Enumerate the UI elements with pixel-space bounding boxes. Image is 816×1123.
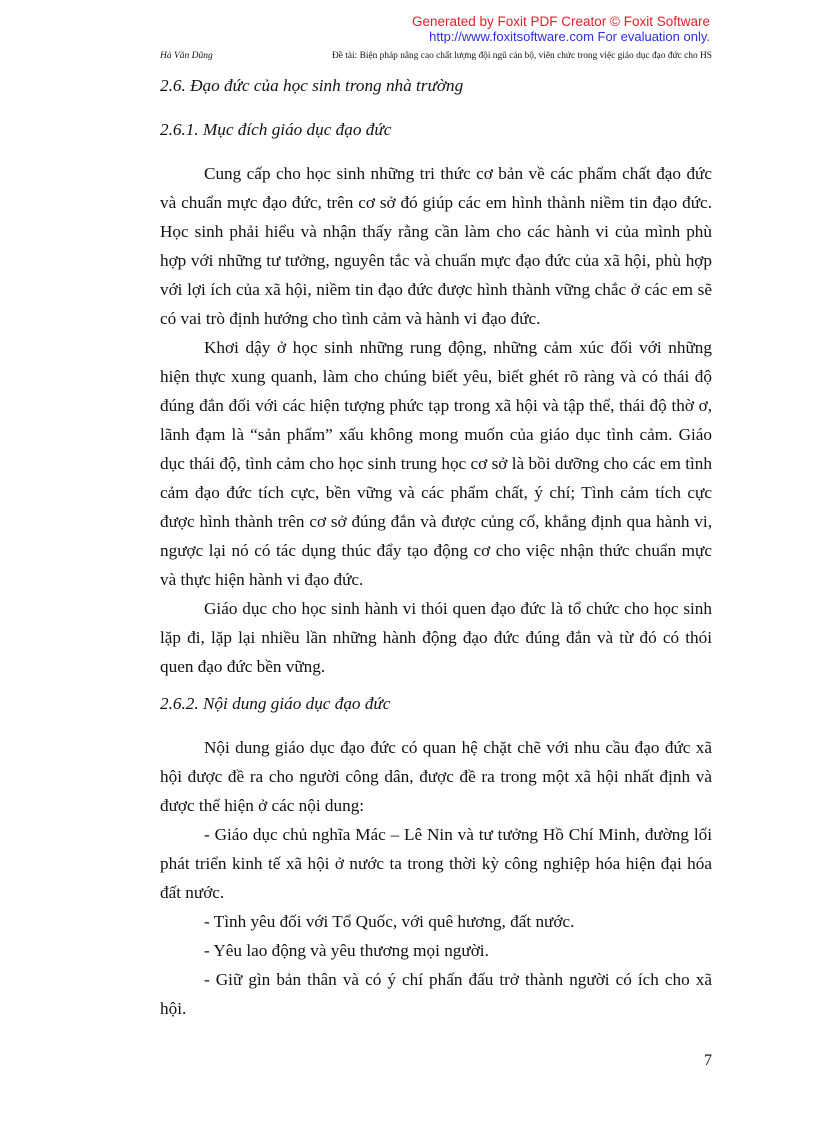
paragraph: Giáo dục cho học sinh hành vi thói quen đạo đức là tổ chức cho học sinh lặp đi, lặp lại nhiều lần những hành động đạo đức đúng đắn và từ đó có thói quen đạo đức bền vững. [160, 599, 712, 676]
paragraph: Nội dung giáo dục đạo đức có quan hệ chặt chẽ với nhu cầu đạo đức xã hội được đề ra cho người công dân, được đề ra trong một xã hội nhất định và được thể hiện ở các nội dung: [160, 738, 712, 815]
foxit-watermark [380, 14, 710, 44]
paragraph: Cung cấp cho học sinh những tri thức cơ bản về các phẩm chất đạo đức và chuẩn mực đạo đức, trên cơ sở đó giúp các em hình thành niềm tin đạo đức. Học sinh phải hiểu và nhận thấy rằng cần làm cho các hành vi của mình phù hợp với những tư tưởng, nguyên tắc và chuẩn mực đạo đức của xã hội, phù hợp với lợi ích của xã hội, niềm tin đạo đức được hình thành vững chắc ở các em sẽ có vai trò định hướng cho tình cảm và hành vi đạo đức. [160, 164, 712, 328]
running-header [160, 49, 712, 63]
list-item: - Giữ gìn bản thân và có ý chí phấn đấu trở thành người có ích cho xã hội. [160, 970, 712, 1018]
header-author: Hà Văn Dũng [160, 51, 213, 61]
page-number: 7 [704, 1052, 712, 1069]
list-item: - Tình yêu đối với Tổ Quốc, với quê hương, đất nước. [204, 912, 575, 931]
subsection-heading-purpose: 2.6.1. Mục đích giáo dục đạo đức [160, 120, 392, 139]
subsection-heading-content: 2.6.2. Nội dung giáo dục đạo đức [160, 694, 391, 713]
watermark-line-url: http://www.foxitsoftware.com For evaluation only. [429, 29, 710, 44]
paragraph: Khơi dậy ở học sinh những rung động, những cảm xúc đối với những hiện thực xung quanh, làm cho chúng biết yêu, biết ghét rõ ràng và có thái độ đúng đắn đối với các hiện tượng phức tạp trong xã hội và tập thể, thái độ thờ ơ, lãnh đạm là “sản phẩm” xấu không mong muốn của giáo dục tình cảm. Giáo dục thái độ, tình cảm cho học sinh trung học cơ sở là bồi dưỡng cho các em tình cảm đạo đức tích cực, bền vững và các phẩm chất, ý chí; Tình cảm tích cực được hình thành trên cơ sở đúng đắn và được củng cố, khẳng định qua hành vi, ngược lại nó có tác dụng thúc đẩy tạo động cơ cho việc nhận thức chuẩn mực và thực hiện hành vi đạo đức. [160, 338, 712, 589]
header-topic: Đề tài: Biện pháp nâng cao chất lượng đội ngũ cán bộ, viên chức trong việc giáo dục đạo đức cho HS [332, 51, 712, 61]
watermark-line-creator: Generated by Foxit PDF Creator © Foxit Software [411, 14, 710, 29]
section-heading: 2.6. Đạo đức của học sinh trong nhà trường [160, 76, 464, 95]
page-body [160, 70, 712, 1023]
list-item: - Giáo dục chủ nghĩa Mác – Lê Nin và tư tưởng Hồ Chí Minh, đường lối phát triển kinh tế xã hội ở nước ta trong thời kỳ công nghiệp hóa hiện đại hóa đất nước. [160, 825, 712, 902]
list-item: - Yêu lao động và yêu thương mọi người. [204, 941, 489, 960]
